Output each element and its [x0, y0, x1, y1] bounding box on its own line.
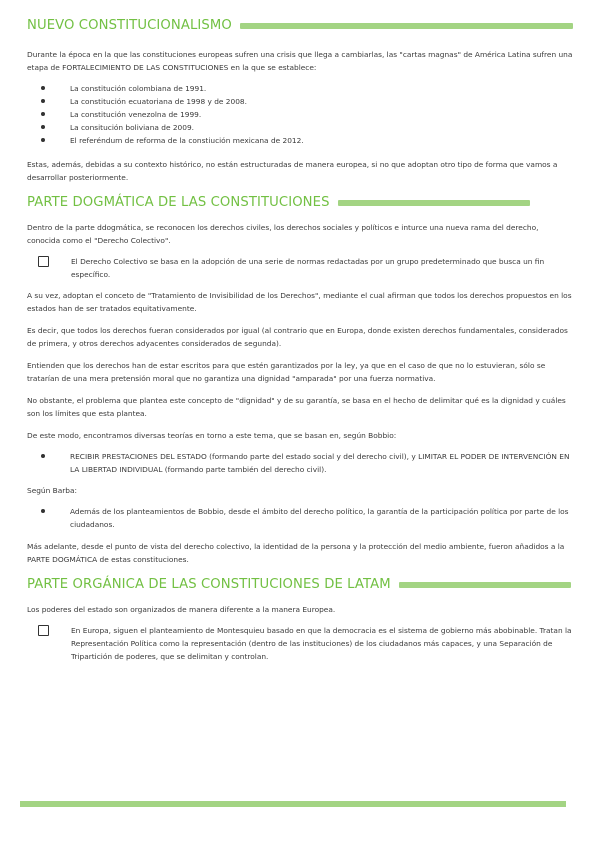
- heading-bar: [240, 23, 573, 29]
- heading-bar: [338, 200, 530, 206]
- paragraph: Entienden que los derechos han de estar escritos para que estén garantizados por la ley, ya que en el caso de que no lo estuvieran, sólo se tratarían de una mera pretensión moral que no garantiza una dignidad "amparada" por una fuerza normativa.: [27, 361, 546, 383]
- checklist-item: [27, 624, 573, 663]
- list-item: Además de los planteamientos de Bobbio, desde el ámbito del derecho político, la garantía de la participación política por parte de los ciudadanos.: [27, 505, 573, 531]
- paragraph: Durante la época en la que las constituciones europeas sufren una crisis que llega a cambiarlas, las "cartas magnas" de América Latina sufren una etapa de FORTALECIMIENTO DE LAS CONSTITUCIONES en la que se establece:: [27, 50, 573, 72]
- constitutions-list: [27, 82, 573, 147]
- section-heading-parte-organica: [27, 577, 573, 592]
- list-item: RECIBIR PRESTACIONES DEL ESTADO (formando parte del estado social y del derecho civil), y LIMITAR EL PODER DE INTERVENCIÓN EN LA LIBERTAD INDIVIDUAL (formando parte también del derecho civil).: [27, 450, 573, 476]
- heading-title: PARTE ORGÁNICA DE LAS CONSTITUCIONES DE LATAM: [27, 577, 391, 592]
- paragraph: Estas, además, debidas a su contexto histórico, no están estructuradas de manera europea, si no que adoptan otro tipo de forma que vamos a desarrollar posteriormente.: [27, 160, 558, 182]
- heading-bar: [399, 582, 571, 588]
- checklist-item-text: En Europa, siguen el planteamiento de Montesquieu basado en que la democracia es el sistema de gobierno más abobinable. Tratan la Representación Política como la representación (dentro de las instituciones) de los ciudadanos más capaces, y una Separación de Tripartición de poderes, que se delimitan y controlan.: [71, 626, 572, 661]
- section-heading-parte-dogmatica: [27, 195, 573, 210]
- section-heading-nuevo-constitucionalismo: [27, 18, 573, 33]
- checkbox[interactable]: [38, 625, 49, 636]
- paragraph: De este modo, encontramos diversas teorías en torno a este tema, que se basan en, según Bobbio:: [27, 431, 397, 440]
- paragraph: Dentro de la parte ddogmática, se reconocen los derechos civiles, los derechos sociales y políticos e inturce una nueva rama del derecho, conocida como el "Derecho Colectivo".: [27, 223, 539, 245]
- checklist-item: [27, 255, 573, 281]
- paragraph: Los poderes del estado son organizados de manera diferente a la manera Europea.: [27, 605, 336, 614]
- paragraph: A su vez, adoptan el conceto de "Tratamiento de Invisibilidad de los Derechos", mediante el cual afirman que todos los derechos propuestos en los estados han de ser tratados equitativamente.: [27, 291, 572, 313]
- list-item: La consitución boliviana de 2009.: [27, 121, 573, 134]
- paragraph: Según Barba:: [27, 486, 77, 495]
- bobbio-list: [27, 450, 573, 476]
- paragraph: Es decir, que todos los derechos fueran considerados por igual (al contrario que en Europa, donde existen derechos fundamentales, considerados de primera, y otros derechos adyacentes considerados de segunda).: [27, 326, 568, 348]
- heading-title: NUEVO CONSTITUCIONALISMO: [27, 18, 232, 33]
- list-item: La constitución colombiana de 1991.: [27, 82, 573, 95]
- paragraph: No obstante, el problema que plantea este concepto de "dignidad" y de su garantía, se basa en el hecho de delimitar qué es la dignidad y cuáles son los límites que esta plantea.: [27, 396, 566, 418]
- list-item: La constitución ecuatoriana de 1998 y de 2008.: [27, 95, 573, 108]
- checkbox[interactable]: [38, 256, 49, 267]
- list-item: La constitución venezolna de 1999.: [27, 108, 573, 121]
- list-item: El referéndum de reforma de la constiución mexicana de 2012.: [27, 134, 573, 147]
- heading-title: PARTE DOGMÁTICA DE LAS CONSTITUCIONES: [27, 195, 330, 210]
- barba-list: [27, 505, 573, 531]
- footer-bar: [20, 801, 566, 807]
- checklist-item-text: El Derecho Colectivo se basa en la adopción de una serie de normas redactadas por un grupo predeterminado que busca un fin específico.: [71, 257, 545, 279]
- paragraph: Más adelante, desde el punto de vista del derecho colectivo, la identidad de la persona y la protección del medio ambiente, fueron añadidos a la PARTE DOGMÁTICA de estas constituciones.: [27, 542, 565, 564]
